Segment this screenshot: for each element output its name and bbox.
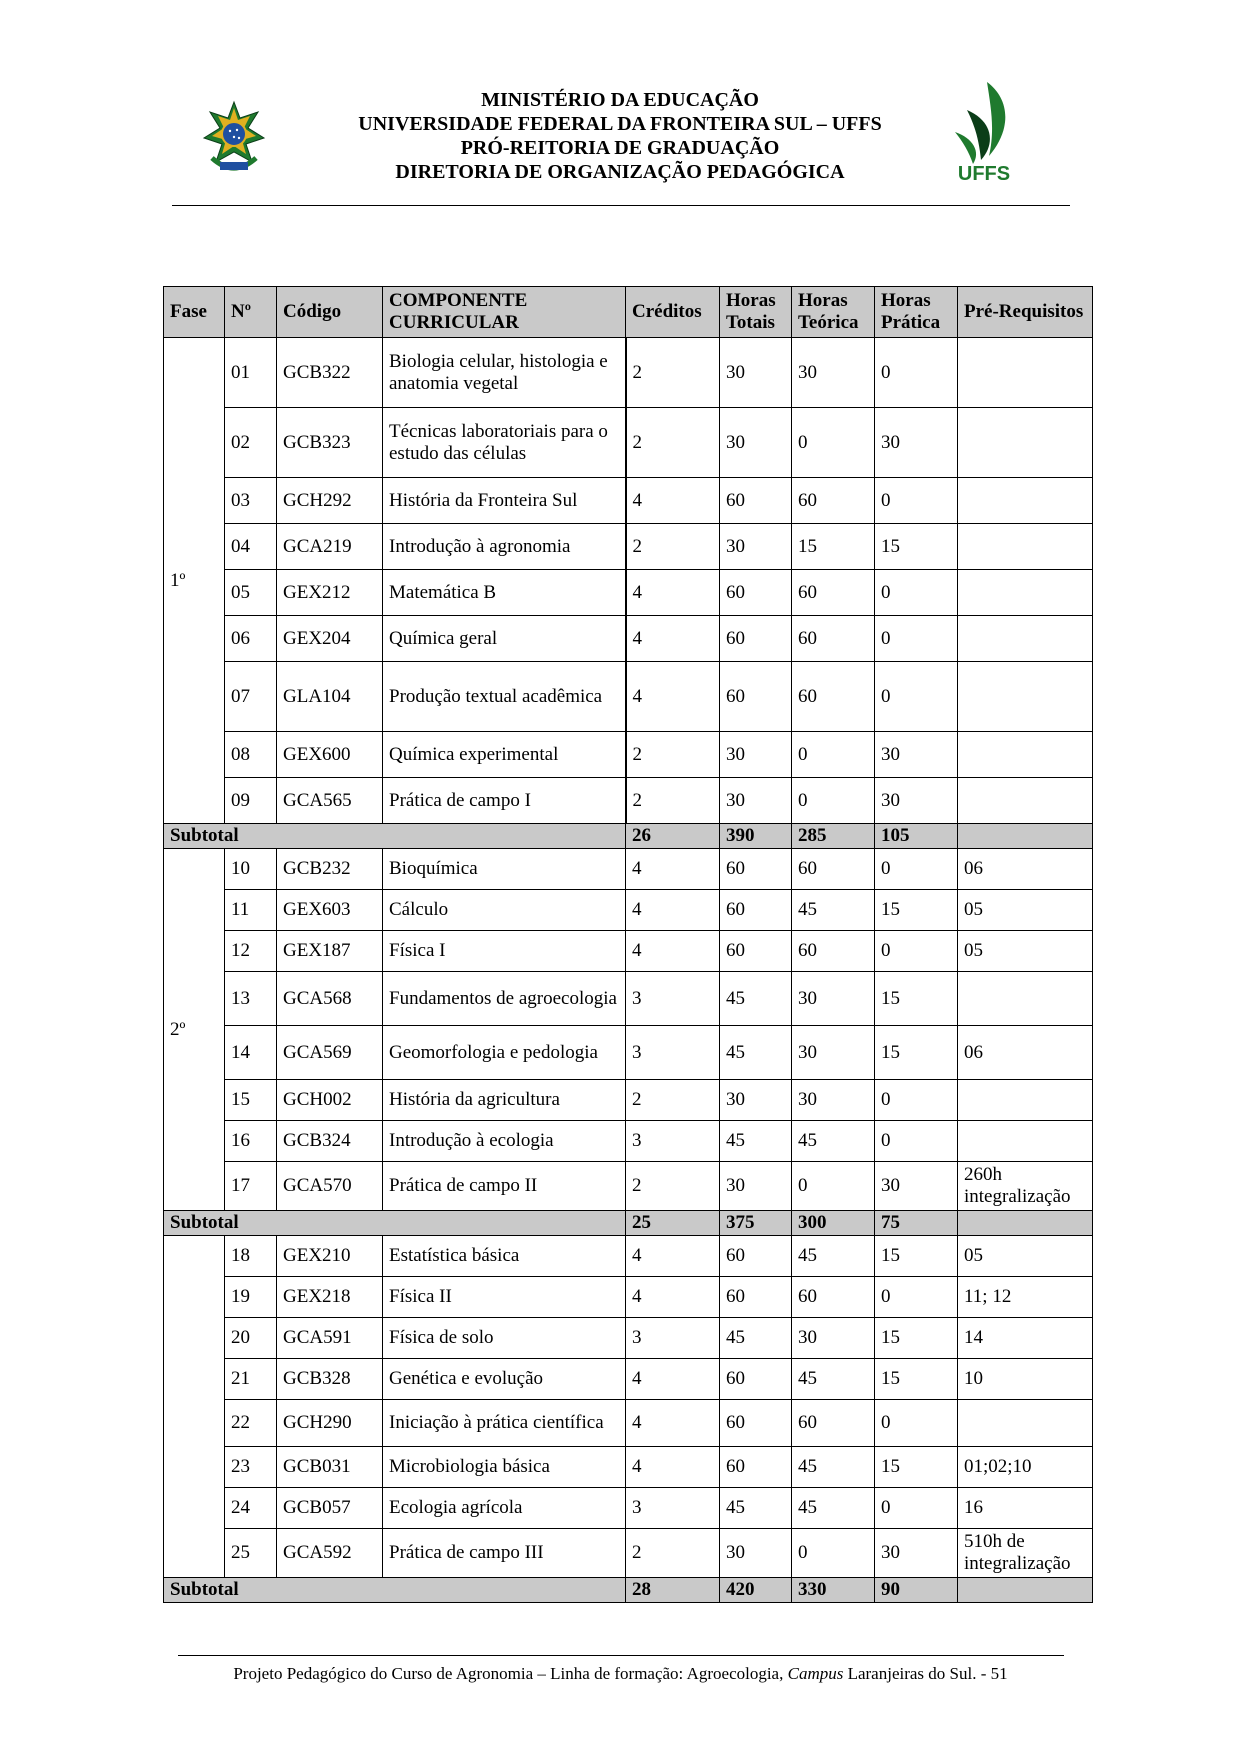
course-credits: 4 xyxy=(626,1236,720,1277)
table-row xyxy=(164,570,1093,616)
course-total-hours: 60 xyxy=(720,662,792,732)
course-credits: 3 xyxy=(626,1318,720,1359)
course-practice-hours: 30 xyxy=(875,1162,958,1211)
phase-label: 2º xyxy=(164,849,225,1211)
uffs-logo-text: UFFS xyxy=(957,163,1011,184)
table-row xyxy=(164,1162,1093,1211)
course-prerequisites xyxy=(958,478,1093,524)
course-practice-hours: 0 xyxy=(875,338,958,408)
document-header xyxy=(170,88,1070,184)
course-practice-hours: 0 xyxy=(875,478,958,524)
course-number: 09 xyxy=(225,778,277,824)
table-row xyxy=(164,1488,1093,1529)
course-code: GCB328 xyxy=(277,1359,383,1400)
table-row xyxy=(164,890,1093,931)
table-row xyxy=(164,1121,1093,1162)
course-theory-hours: 60 xyxy=(792,478,875,524)
course-code: GCB232 xyxy=(277,849,383,890)
subtotal-prerequisites xyxy=(958,1578,1093,1603)
subtotal-total-hours: 390 xyxy=(720,824,792,849)
course-code: GCA570 xyxy=(277,1162,383,1211)
table-row xyxy=(164,1447,1093,1488)
course-total-hours: 60 xyxy=(720,478,792,524)
subtotal-practice-hours: 105 xyxy=(875,824,958,849)
course-total-hours: 30 xyxy=(720,338,792,408)
course-prerequisites: 14 xyxy=(958,1318,1093,1359)
course-code: GEX218 xyxy=(277,1277,383,1318)
subtotal-total-hours: 375 xyxy=(720,1211,792,1236)
course-credits: 4 xyxy=(626,1447,720,1488)
subtotal-label: Subtotal xyxy=(164,1211,626,1236)
course-total-hours: 45 xyxy=(720,1121,792,1162)
course-prerequisites xyxy=(958,524,1093,570)
course-credits: 2 xyxy=(626,1162,720,1211)
course-total-hours: 60 xyxy=(720,931,792,972)
course-prerequisites: 01;02;10 xyxy=(958,1447,1093,1488)
course-practice-hours: 15 xyxy=(875,1236,958,1277)
course-credits: 2 xyxy=(626,778,720,824)
course-number: 11 xyxy=(225,890,277,931)
course-number: 06 xyxy=(225,616,277,662)
course-name: Produção textual acadêmica xyxy=(383,662,626,732)
course-practice-hours: 15 xyxy=(875,1026,958,1080)
course-credits: 3 xyxy=(626,1121,720,1162)
course-credits: 2 xyxy=(626,338,720,408)
course-credits: 2 xyxy=(626,408,720,478)
table-row xyxy=(164,1080,1093,1121)
course-number: 14 xyxy=(225,1026,277,1080)
course-number: 08 xyxy=(225,732,277,778)
course-total-hours: 30 xyxy=(720,408,792,478)
course-prerequisites xyxy=(958,570,1093,616)
course-number: 15 xyxy=(225,1080,277,1121)
course-code: GEX187 xyxy=(277,931,383,972)
course-theory-hours: 60 xyxy=(792,570,875,616)
subtotal-theory-hours: 300 xyxy=(792,1211,875,1236)
course-total-hours: 60 xyxy=(720,1236,792,1277)
course-number: 01 xyxy=(225,338,277,408)
course-theory-hours: 15 xyxy=(792,524,875,570)
course-code: GEX603 xyxy=(277,890,383,931)
course-prerequisites xyxy=(958,408,1093,478)
course-credits: 4 xyxy=(626,570,720,616)
course-prerequisites xyxy=(958,1121,1093,1162)
course-number: 04 xyxy=(225,524,277,570)
course-practice-hours: 30 xyxy=(875,1529,958,1578)
col-header-total-hours: Horas Totais xyxy=(720,287,792,338)
course-credits: 4 xyxy=(626,1359,720,1400)
curriculum-table xyxy=(163,286,1093,1603)
course-total-hours: 30 xyxy=(720,524,792,570)
course-practice-hours: 30 xyxy=(875,732,958,778)
course-total-hours: 45 xyxy=(720,1488,792,1529)
course-prerequisites: 05 xyxy=(958,931,1093,972)
course-credits: 2 xyxy=(626,732,720,778)
course-credits: 4 xyxy=(626,890,720,931)
table-row xyxy=(164,524,1093,570)
course-practice-hours: 15 xyxy=(875,890,958,931)
course-number: 13 xyxy=(225,972,277,1026)
col-header-code: Código xyxy=(277,287,383,338)
course-theory-hours: 60 xyxy=(792,616,875,662)
course-total-hours: 30 xyxy=(720,778,792,824)
course-practice-hours: 0 xyxy=(875,1121,958,1162)
course-credits: 2 xyxy=(626,1529,720,1578)
course-theory-hours: 30 xyxy=(792,972,875,1026)
table-row xyxy=(164,931,1093,972)
subtotal-credits: 28 xyxy=(626,1578,720,1603)
table-row xyxy=(164,1236,1093,1277)
course-theory-hours: 45 xyxy=(792,1121,875,1162)
course-number: 25 xyxy=(225,1529,277,1578)
course-code: GCA591 xyxy=(277,1318,383,1359)
course-name: Física de solo xyxy=(383,1318,626,1359)
course-number: 12 xyxy=(225,931,277,972)
course-name: Bioquímica xyxy=(383,849,626,890)
course-theory-hours: 60 xyxy=(792,1277,875,1318)
course-name: Iniciação à prática científica xyxy=(383,1400,626,1447)
course-number: 18 xyxy=(225,1236,277,1277)
course-code: GCB031 xyxy=(277,1447,383,1488)
course-prerequisites: 16 xyxy=(958,1488,1093,1529)
course-practice-hours: 15 xyxy=(875,1318,958,1359)
col-header-prerequisites: Pré-Requisitos xyxy=(958,287,1093,338)
subtotal-label: Subtotal xyxy=(164,1578,626,1603)
course-theory-hours: 0 xyxy=(792,778,875,824)
course-name: Prática de campo III xyxy=(383,1529,626,1578)
course-code: GCH290 xyxy=(277,1400,383,1447)
col-header-theory-hours: Horas Teórica xyxy=(792,287,875,338)
course-code: GCH002 xyxy=(277,1080,383,1121)
course-number: 10 xyxy=(225,849,277,890)
course-total-hours: 30 xyxy=(720,1529,792,1578)
course-practice-hours: 30 xyxy=(875,778,958,824)
course-theory-hours: 30 xyxy=(792,1080,875,1121)
course-name: Ecologia agrícola xyxy=(383,1488,626,1529)
course-practice-hours: 0 xyxy=(875,616,958,662)
course-number: 02 xyxy=(225,408,277,478)
course-name: Física II xyxy=(383,1277,626,1318)
col-header-component: COMPONENTE CURRICULAR xyxy=(383,287,626,338)
course-name: Física I xyxy=(383,931,626,972)
course-theory-hours: 45 xyxy=(792,1359,875,1400)
course-practice-hours: 0 xyxy=(875,570,958,616)
course-credits: 4 xyxy=(626,931,720,972)
course-code: GCB322 xyxy=(277,338,383,408)
course-number: 03 xyxy=(225,478,277,524)
course-prerequisites xyxy=(958,1400,1093,1447)
course-code: GCA568 xyxy=(277,972,383,1026)
subtotal-credits: 26 xyxy=(626,824,720,849)
subtotal-prerequisites xyxy=(958,824,1093,849)
course-theory-hours: 60 xyxy=(792,1400,875,1447)
header-pro-rectorate: PRÓ-REITORIA DE GRADUAÇÃO xyxy=(460,137,780,159)
subtotal-credits: 25 xyxy=(626,1211,720,1236)
course-credits: 4 xyxy=(626,616,720,662)
course-prerequisites: 06 xyxy=(958,849,1093,890)
course-number: 21 xyxy=(225,1359,277,1400)
subtotal-practice-hours: 75 xyxy=(875,1211,958,1236)
course-credits: 4 xyxy=(626,849,720,890)
course-credits: 4 xyxy=(626,662,720,732)
col-header-practice-hours: Horas Prática xyxy=(875,287,958,338)
course-name: História da Fronteira Sul xyxy=(383,478,626,524)
page-footer xyxy=(0,1664,1241,1684)
course-number: 20 xyxy=(225,1318,277,1359)
course-code: GCB057 xyxy=(277,1488,383,1529)
course-prerequisites: 05 xyxy=(958,890,1093,931)
course-total-hours: 30 xyxy=(720,1080,792,1121)
course-prerequisites: 260h integralização xyxy=(958,1162,1093,1211)
course-total-hours: 60 xyxy=(720,1359,792,1400)
course-code: GEX204 xyxy=(277,616,383,662)
course-prerequisites xyxy=(958,972,1093,1026)
course-theory-hours: 0 xyxy=(792,408,875,478)
course-practice-hours: 0 xyxy=(875,1400,958,1447)
table-row xyxy=(164,1318,1093,1359)
course-number: 07 xyxy=(225,662,277,732)
course-name: História da agricultura xyxy=(383,1080,626,1121)
course-code: GCB324 xyxy=(277,1121,383,1162)
course-practice-hours: 15 xyxy=(875,1447,958,1488)
course-name: Microbiologia básica xyxy=(383,1447,626,1488)
course-theory-hours: 0 xyxy=(792,1529,875,1578)
course-prerequisites: 06 xyxy=(958,1026,1093,1080)
course-name: Introdução à agronomia xyxy=(383,524,626,570)
subtotal-row xyxy=(164,824,1093,849)
course-name: Introdução à ecologia xyxy=(383,1121,626,1162)
course-name: Prática de campo II xyxy=(383,1162,626,1211)
course-theory-hours: 30 xyxy=(792,1318,875,1359)
course-total-hours: 60 xyxy=(720,1277,792,1318)
subtotal-practice-hours: 90 xyxy=(875,1578,958,1603)
subtotal-theory-hours: 285 xyxy=(792,824,875,849)
course-credits: 4 xyxy=(626,478,720,524)
course-name: Biologia celular, histologia e anatomia vegetal xyxy=(383,338,626,408)
course-credits: 4 xyxy=(626,1400,720,1447)
header-university: UNIVERSIDADE FEDERAL DA FRONTEIRA SUL – UFFS xyxy=(358,113,882,135)
course-prerequisites: 510h de integralização xyxy=(958,1529,1093,1578)
table-row xyxy=(164,338,1093,408)
course-prerequisites: 05 xyxy=(958,1236,1093,1277)
course-theory-hours: 60 xyxy=(792,849,875,890)
course-code: GCH292 xyxy=(277,478,383,524)
course-number: 23 xyxy=(225,1447,277,1488)
header-ministry: MINISTÉRIO DA EDUCAÇÃO xyxy=(481,89,759,111)
course-prerequisites xyxy=(958,662,1093,732)
table-row xyxy=(164,1400,1093,1447)
course-number: 17 xyxy=(225,1162,277,1211)
phase-label xyxy=(164,1236,225,1578)
course-name: Técnicas laboratoriais para o estudo das células xyxy=(383,408,626,478)
course-name: Fundamentos de agroecologia xyxy=(383,972,626,1026)
table-row xyxy=(164,1529,1093,1578)
course-theory-hours: 60 xyxy=(792,931,875,972)
course-theory-hours: 0 xyxy=(792,1162,875,1211)
course-prerequisites xyxy=(958,1080,1093,1121)
course-theory-hours: 45 xyxy=(792,1236,875,1277)
header-directorate: DIRETORIA DE ORGANIZAÇÃO PEDAGÓGICA xyxy=(395,161,845,183)
course-code: GEX600 xyxy=(277,732,383,778)
course-practice-hours: 0 xyxy=(875,931,958,972)
course-practice-hours: 0 xyxy=(875,1080,958,1121)
course-name: Matemática B xyxy=(383,570,626,616)
course-number: 16 xyxy=(225,1121,277,1162)
table-header-row xyxy=(164,287,1093,338)
course-credits: 3 xyxy=(626,1026,720,1080)
course-total-hours: 45 xyxy=(720,1318,792,1359)
subtotal-row xyxy=(164,1578,1093,1603)
col-header-number: Nº xyxy=(225,287,277,338)
table-row xyxy=(164,1026,1093,1080)
course-prerequisites xyxy=(958,732,1093,778)
course-code: GCB323 xyxy=(277,408,383,478)
course-code: GEX212 xyxy=(277,570,383,616)
table-row xyxy=(164,849,1093,890)
course-name: Genética e evolução xyxy=(383,1359,626,1400)
course-practice-hours: 15 xyxy=(875,972,958,1026)
course-number: 05 xyxy=(225,570,277,616)
footer-text-italic: Campus xyxy=(787,1664,844,1683)
subtotal-row xyxy=(164,1211,1093,1236)
course-number: 19 xyxy=(225,1277,277,1318)
course-total-hours: 60 xyxy=(720,890,792,931)
course-number: 24 xyxy=(225,1488,277,1529)
table-row xyxy=(164,778,1093,824)
course-credits: 2 xyxy=(626,1080,720,1121)
course-total-hours: 45 xyxy=(720,1026,792,1080)
col-header-credits: Créditos xyxy=(626,287,720,338)
course-code: GCA565 xyxy=(277,778,383,824)
course-code: GCA219 xyxy=(277,524,383,570)
table-row xyxy=(164,478,1093,524)
course-code: GCA592 xyxy=(277,1529,383,1578)
course-total-hours: 60 xyxy=(720,1447,792,1488)
course-name: Química experimental xyxy=(383,732,626,778)
course-prerequisites xyxy=(958,338,1093,408)
course-name: Estatística básica xyxy=(383,1236,626,1277)
course-theory-hours: 30 xyxy=(792,338,875,408)
subtotal-label: Subtotal xyxy=(164,824,626,849)
table-row xyxy=(164,662,1093,732)
footer-divider xyxy=(178,1655,1064,1656)
course-name: Química geral xyxy=(383,616,626,662)
course-total-hours: 60 xyxy=(720,1400,792,1447)
footer-text-b: Laranjeiras do Sul. - 51 xyxy=(843,1664,1008,1683)
subtotal-prerequisites xyxy=(958,1211,1093,1236)
course-prerequisites xyxy=(958,616,1093,662)
course-theory-hours: 45 xyxy=(792,890,875,931)
course-prerequisites: 11; 12 xyxy=(958,1277,1093,1318)
course-practice-hours: 30 xyxy=(875,408,958,478)
course-total-hours: 30 xyxy=(720,1162,792,1211)
table-row xyxy=(164,972,1093,1026)
course-theory-hours: 0 xyxy=(792,732,875,778)
footer-text-a: Projeto Pedagógico do Curso de Agronomia – Linha de formação: Agroecologia, xyxy=(233,1664,788,1683)
course-number: 22 xyxy=(225,1400,277,1447)
course-total-hours: 45 xyxy=(720,972,792,1026)
table-row xyxy=(164,616,1093,662)
col-header-fase: Fase xyxy=(164,287,225,338)
course-credits: 4 xyxy=(626,1277,720,1318)
course-total-hours: 60 xyxy=(720,849,792,890)
subtotal-theory-hours: 330 xyxy=(792,1578,875,1603)
course-name: Geomorfologia e pedologia xyxy=(383,1026,626,1080)
course-credits: 3 xyxy=(626,1488,720,1529)
course-practice-hours: 15 xyxy=(875,1359,958,1400)
course-total-hours: 30 xyxy=(720,732,792,778)
course-practice-hours: 0 xyxy=(875,849,958,890)
table-row xyxy=(164,408,1093,478)
course-credits: 2 xyxy=(626,524,720,570)
course-code: GCA569 xyxy=(277,1026,383,1080)
course-credits: 3 xyxy=(626,972,720,1026)
course-name: Prática de campo I xyxy=(383,778,626,824)
course-practice-hours: 0 xyxy=(875,1277,958,1318)
subtotal-total-hours: 420 xyxy=(720,1578,792,1603)
course-theory-hours: 60 xyxy=(792,662,875,732)
course-practice-hours: 15 xyxy=(875,524,958,570)
course-name: Cálculo xyxy=(383,890,626,931)
phase-label: 1º xyxy=(164,338,225,824)
header-divider xyxy=(172,205,1070,206)
course-theory-hours: 45 xyxy=(792,1447,875,1488)
course-code: GEX210 xyxy=(277,1236,383,1277)
course-code: GLA104 xyxy=(277,662,383,732)
course-total-hours: 60 xyxy=(720,616,792,662)
course-practice-hours: 0 xyxy=(875,1488,958,1529)
course-practice-hours: 0 xyxy=(875,662,958,732)
course-theory-hours: 45 xyxy=(792,1488,875,1529)
course-total-hours: 60 xyxy=(720,570,792,616)
table-row xyxy=(164,1359,1093,1400)
course-theory-hours: 30 xyxy=(792,1026,875,1080)
course-prerequisites: 10 xyxy=(958,1359,1093,1400)
table-row xyxy=(164,1277,1093,1318)
course-prerequisites xyxy=(958,778,1093,824)
table-row xyxy=(164,732,1093,778)
